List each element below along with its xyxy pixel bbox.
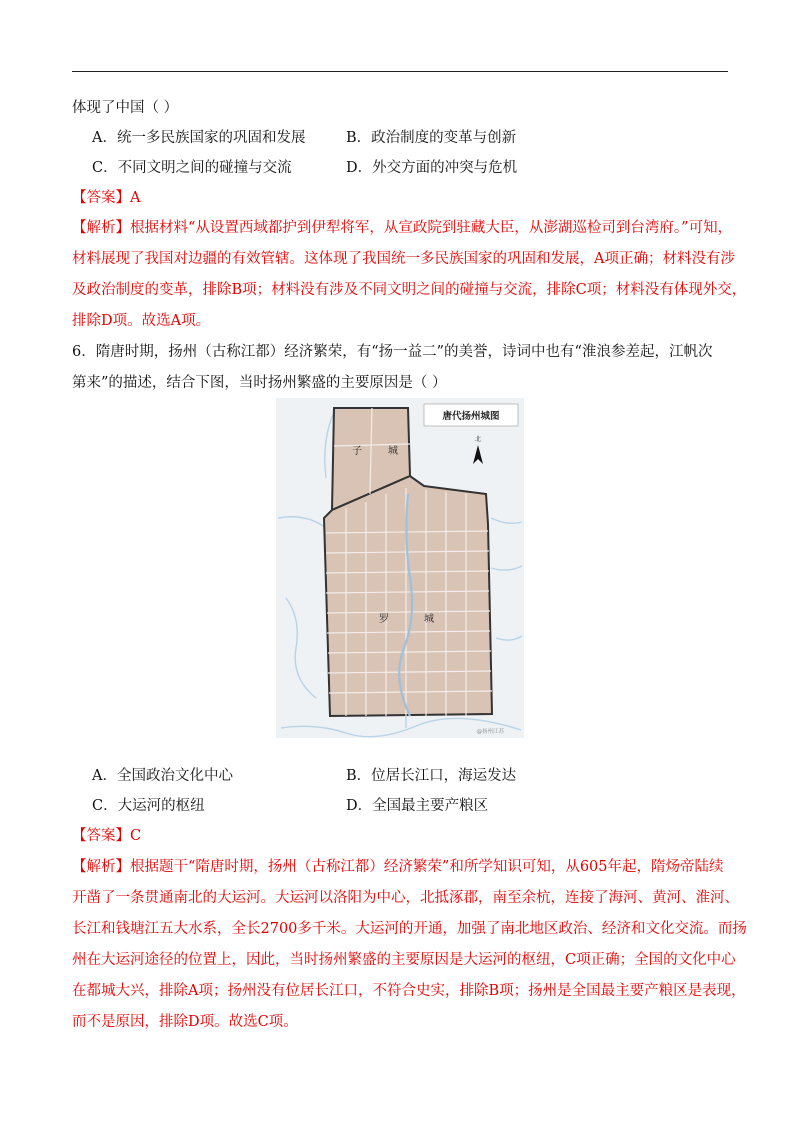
answer-label: 【答案】	[72, 190, 130, 206]
q6-analysis-line-2: 开凿了一条贯通南北的大运河。大运河以洛阳为中心，北抵涿郡，南至余杭，连接了海河、黄河、淮河、	[72, 890, 739, 906]
north-label: 北	[474, 436, 482, 443]
q6-option-c[interactable]	[92, 796, 205, 816]
q6-analysis-line-3: 长江和钱塘江五大水系，全长2700多千米。大运河的开通，加强了南北地区政治、经济和文化交流。而扬	[72, 921, 747, 937]
map-title: 唐代扬州城图	[442, 411, 500, 422]
q6-option-a[interactable]	[92, 766, 233, 786]
q5-option-c[interactable]	[92, 158, 292, 178]
q6-stem-line-1: 6．隋唐时期，扬州（古称江都）经济繁荣，有“扬一益二”的美誉，诗词中也有“淮浪参差起，江帆次	[72, 344, 713, 360]
analysis-label: 【解析】	[72, 859, 130, 875]
q5-option-a[interactable]	[92, 128, 305, 148]
q5-stem: 体现了中国（ ）	[72, 100, 179, 116]
q6-stem-line-2: 第来”的描述，结合下图，当时扬州繁盛的主要原因是（ ）	[72, 375, 447, 391]
q6-analysis-line-4: 州在大运河途径的位置上，因此，当时扬州繁盛的主要原因是大运河的枢纽，C项正确；全国的文化中心	[72, 952, 736, 968]
q6-option-d[interactable]	[346, 796, 488, 816]
option-letter: B．	[346, 768, 372, 784]
option-letter: C．	[92, 798, 118, 814]
answer-label: 【答案】	[72, 828, 130, 844]
answer-value: A	[130, 190, 141, 206]
zicheng-label-1: 子	[352, 446, 362, 457]
option-text: 全国政治文化中心	[116, 768, 233, 784]
luocheng-wall	[324, 476, 492, 716]
option-letter: A．	[92, 130, 117, 146]
option-text: 政治制度的变革与创新	[371, 130, 517, 146]
analysis-label: 【解析】	[72, 220, 130, 236]
zicheng-label-2: 城	[388, 446, 398, 457]
q6-analysis-line-1	[72, 857, 732, 877]
option-text: 不同文明之间的碰撞与交流	[117, 160, 292, 176]
analysis-text: 根据题干“隋唐时期，扬州（古称江都）经济繁荣”和所学知识可知，从605年起，隋炀帝陆续	[130, 859, 724, 875]
option-text: 外交方面的冲突与危机	[372, 160, 518, 176]
q6-analysis-line-5: 在都城大兴，排除A项；扬州没有位居长江口，不符合史实，排除B项；扬州是全国最主要产粮区是表现，	[72, 983, 746, 999]
option-letter: D．	[346, 160, 373, 176]
option-letter: A．	[92, 768, 117, 784]
q5-answer	[72, 188, 732, 208]
q6-option-b[interactable]	[346, 766, 516, 786]
luocheng-label-2: 城	[424, 614, 434, 625]
q6-analysis-line-6: 而不是原因，排除D项。故选C项。	[72, 1014, 298, 1030]
map-watermark: @扬州江苏	[476, 729, 504, 735]
q5-analysis-line-4: 排除D项。故选A项。	[72, 313, 211, 329]
analysis-text: 根据材料“从设置西域都护到伊犁将军，从宣政院到驻藏大臣，从澎湖巡检司到台湾府。”可知，	[130, 220, 733, 236]
option-text: 统一多民族国家的巩固和发展	[116, 130, 306, 146]
header-rule	[72, 71, 728, 72]
option-letter: B．	[346, 130, 372, 146]
answer-value: C	[130, 828, 142, 844]
luocheng-label-1: 罗	[379, 614, 389, 625]
q5-option-d[interactable]	[346, 158, 517, 178]
yangzhou-map	[276, 398, 524, 738]
q5-option-b[interactable]	[346, 128, 516, 148]
q6-answer	[72, 826, 732, 846]
option-letter: C．	[92, 160, 118, 176]
q5-analysis-line-1	[72, 218, 732, 238]
option-letter: D．	[346, 798, 373, 814]
q5-analysis-line-3: 及政治制度的变革，排除B项；材料没有涉及不同文明之间的碰撞与交流，排除C项；材料没有体现外交，	[72, 282, 747, 298]
option-text: 大运河的枢纽	[117, 798, 205, 814]
option-text: 全国最主要产粮区	[372, 798, 489, 814]
q5-analysis-line-2: 材料展现了我国对边疆的有效管辖。这体现了我国统一多民族国家的巩固和发展，A项正确；材料没有涉	[72, 251, 735, 267]
option-text: 位居长江口，海运发达	[371, 768, 517, 784]
